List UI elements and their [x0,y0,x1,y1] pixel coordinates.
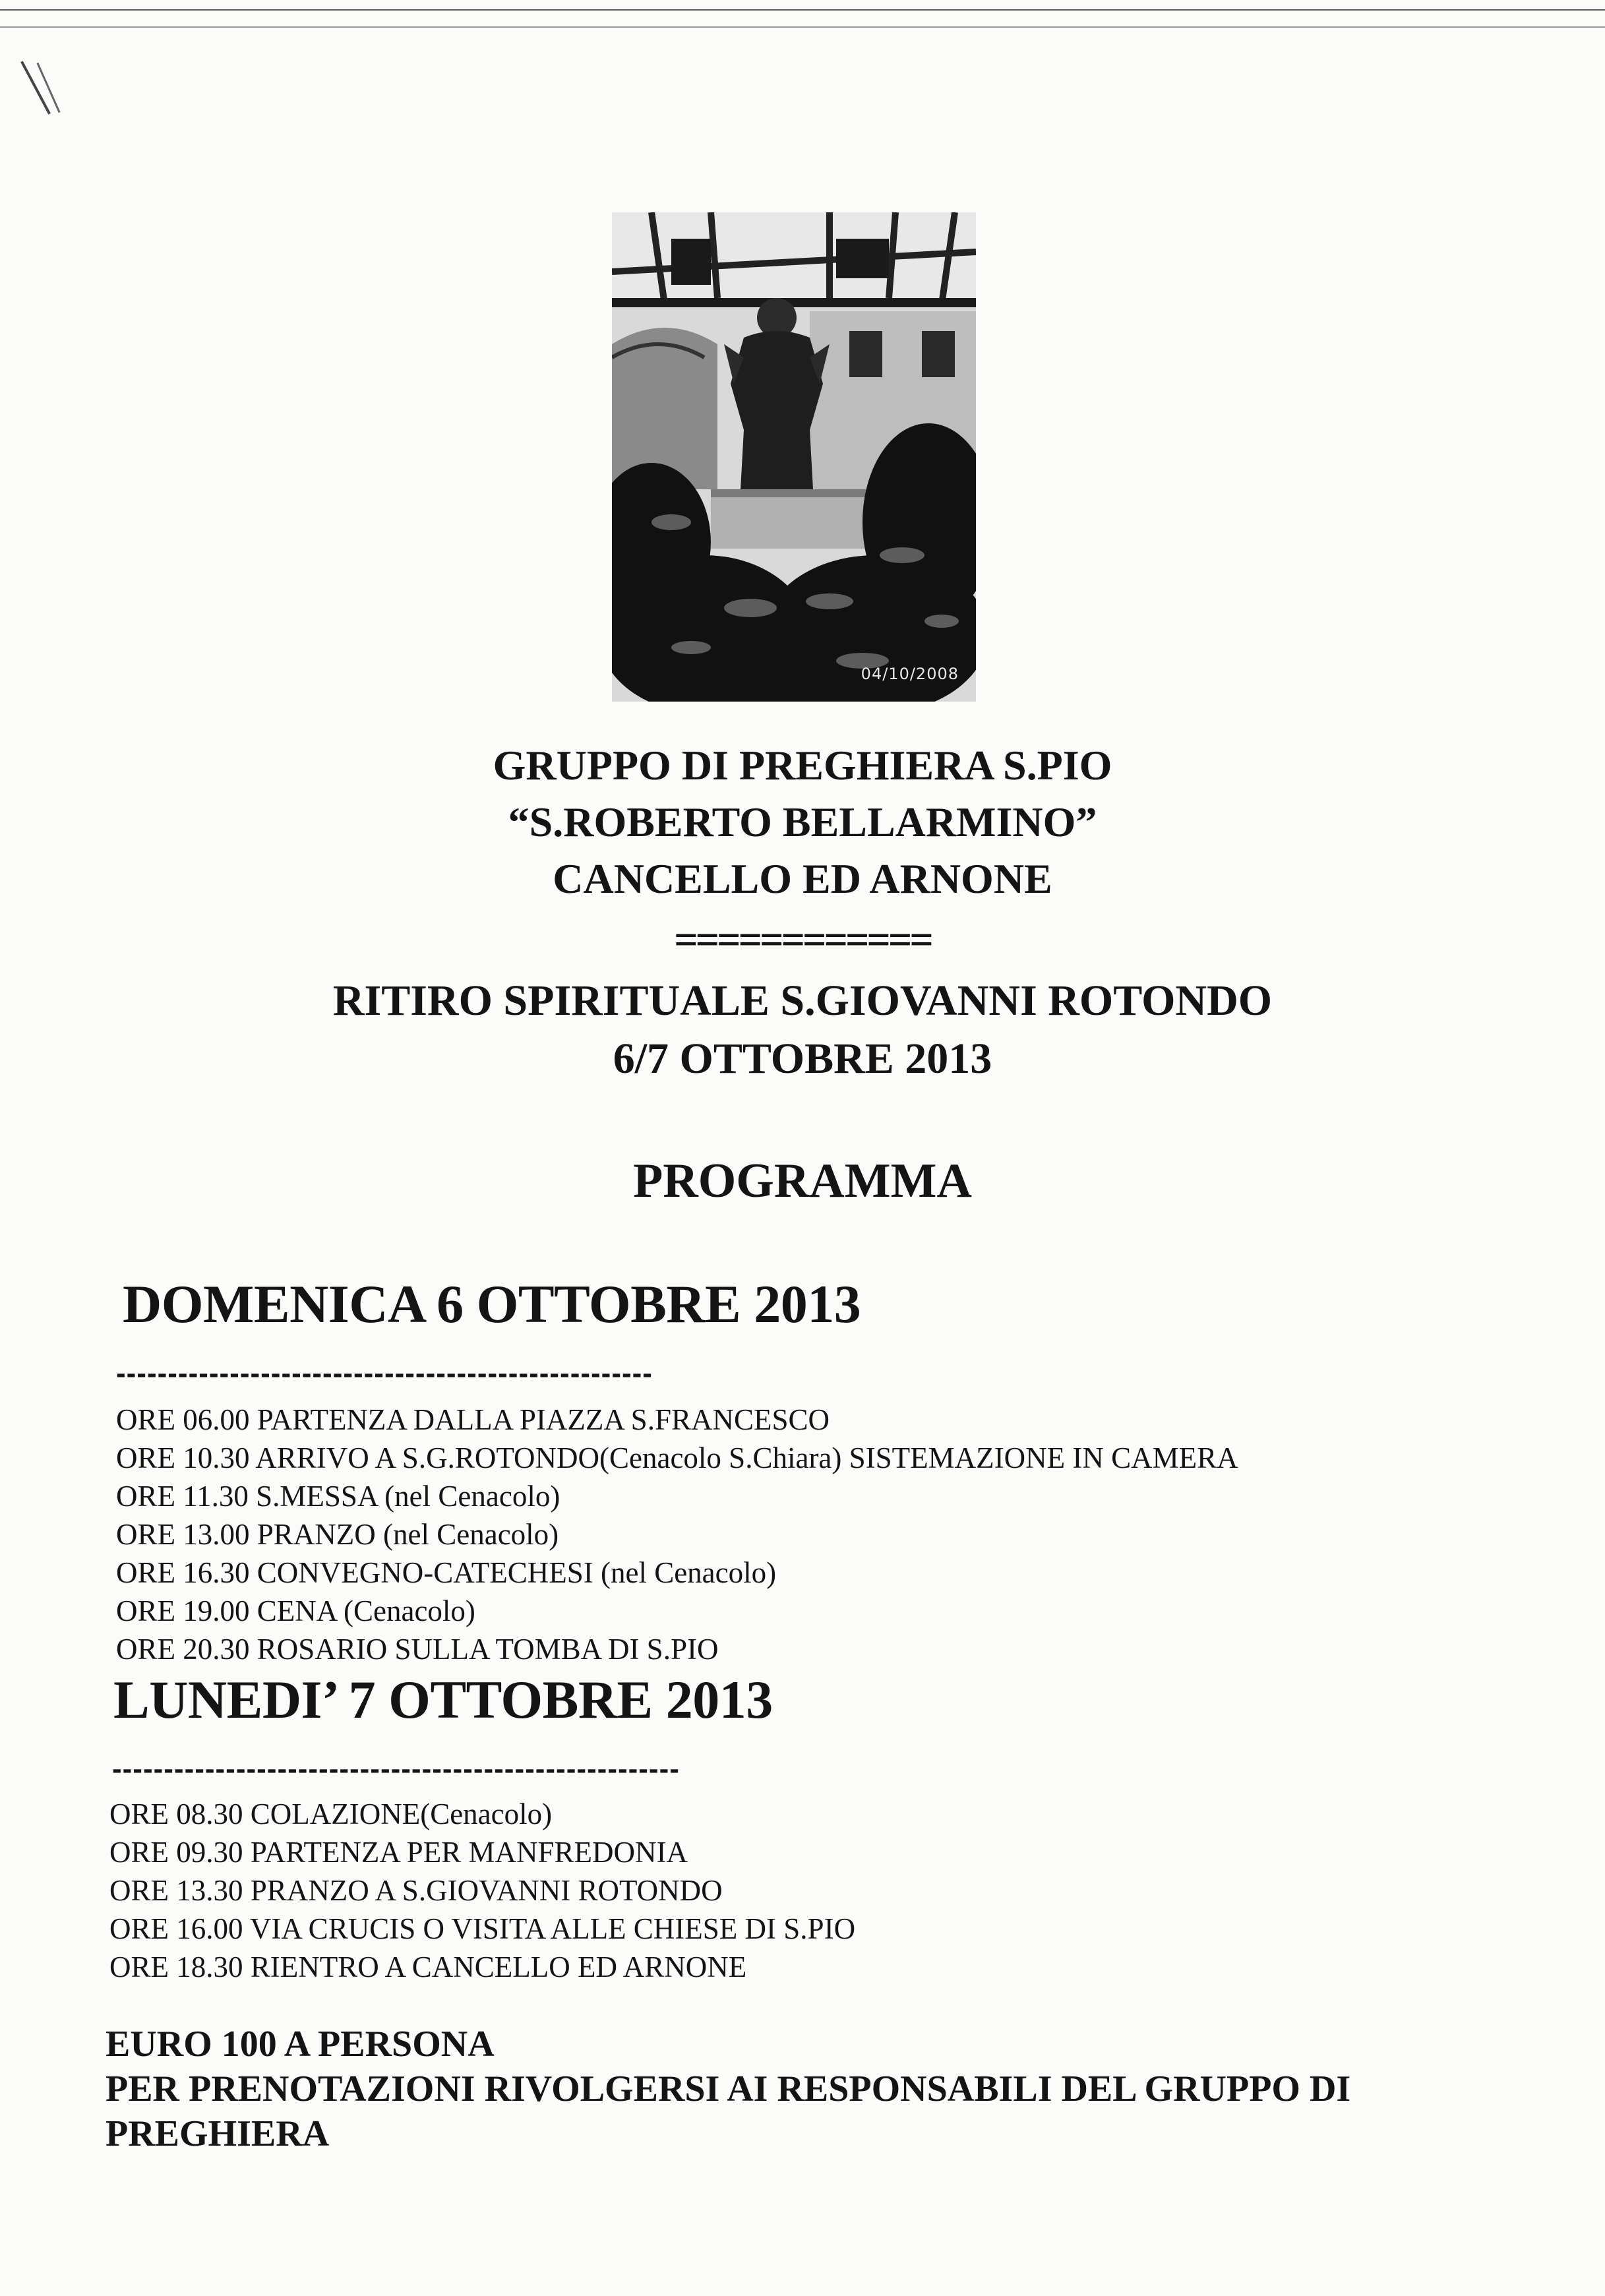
scan-mark [20,61,51,114]
group-name: GRUPPO DI PREGHIERA S.PIO [493,742,1112,789]
schedule-monday [109,1795,855,1986]
header-separator: ============ [674,916,931,963]
booking-note: PER PRENOTAZIONI RIVOLGERSI AI RESPONSABILI DEL GRUPPO DI [106,2069,1351,2109]
schedule-item: ORE 13.00 PRANZO (nel Cenacolo) [116,1518,559,1551]
schedule-item: ORE 06.00 PARTENZA DALLA PIAZZA S.FRANCESCO [116,1403,830,1436]
top-rule [0,9,1605,11]
statue-illustration [612,212,976,702]
retreat-dates: 6/7 OTTOBRE 2013 [613,1035,992,1083]
group-location: CANCELLO ED ARNONE [553,855,1052,902]
schedule-sunday [116,1401,1238,1668]
scan-mark-2 [36,63,60,113]
booking-info [106,2022,1350,2156]
day-title-sunday: DOMENICA 6 OTTOBRE 2013 [123,1274,861,1334]
schedule-item: ORE 13.30 PRANZO A S.GIOVANNI ROTONDO [109,1874,723,1907]
day-divider-sunday: ---------------------------------------------------- [116,1364,653,1383]
schedule-item: ORE 19.00 CENA (Cenacolo) [116,1594,475,1627]
schedule-item: ORE 16.00 VIA CRUCIS O VISITA ALLE CHIESE DI S.PIO [109,1912,856,1945]
photo-date-stamp: 04/10/2008 [861,665,959,683]
top-rule-2 [0,26,1605,28]
schedule-item: ORE 08.30 COLAZIONE(Cenacolo) [109,1798,553,1830]
price: EURO 100 A PERSONA [106,2024,495,2065]
retreat-header [0,972,1605,1088]
schedule-item: ORE 18.30 RIENTRO A CANCELLO ED ARNONE [109,1950,747,1983]
schedule-item: ORE 10.30 ARRIVO A S.G.ROTONDO(Cenacolo S.Chiara) SISTEMAZIONE IN CAMERA [116,1441,1238,1474]
group-subtitle: “S.ROBERTO BELLARMINO” [508,799,1097,845]
booking-note-cont: PREGHIERA [106,2113,330,2154]
program-title: PROGRAMMA [633,1154,972,1208]
group-header [0,737,1605,907]
statue-photo [612,212,976,702]
schedule-item: ORE 09.30 PARTENZA PER MANFREDONIA [109,1836,688,1869]
retreat-title: RITIRO SPIRITUALE S.GIOVANNI ROTONDO [332,977,1273,1025]
schedule-item: ORE 20.30 ROSARIO SULLA TOMBA DI S.PIO [116,1633,719,1666]
schedule-item: ORE 11.30 S.MESSA (nel Cenacolo) [116,1480,560,1513]
schedule-item: ORE 16.30 CONVEGNO-CATECHESI (nel Cenacolo) [116,1556,777,1589]
day-title-monday: LUNEDI’ 7 OTTOBRE 2013 [113,1670,773,1730]
day-divider-monday: ------------------------------------------------------- [112,1759,680,1779]
